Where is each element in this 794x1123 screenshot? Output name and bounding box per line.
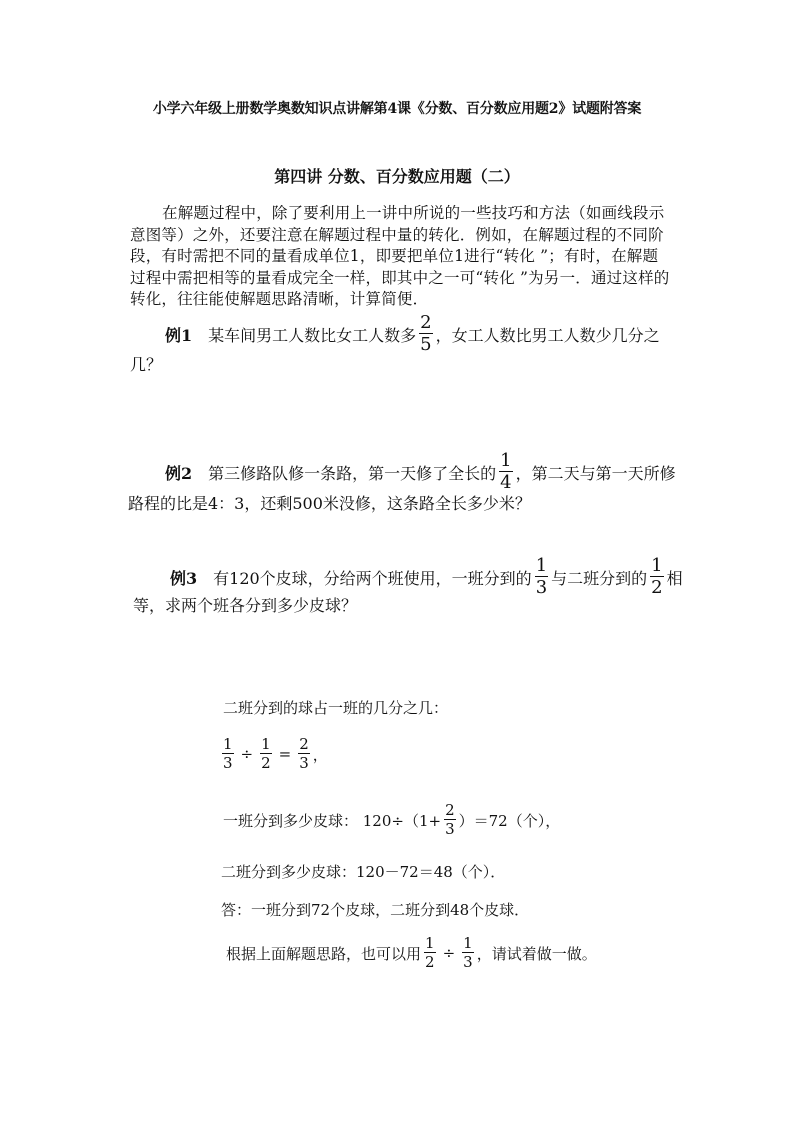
example-3-text-b: 与二班分到的 <box>551 568 648 588</box>
fraction-numerator: 1 <box>500 450 512 471</box>
divide-sign: ÷ <box>442 944 456 962</box>
fraction-denominator: 5 <box>420 334 432 355</box>
example-3-fraction-2 <box>650 557 663 597</box>
solution-step-6-text-a: 根据上面解题思路，也可以用 <box>226 944 422 963</box>
equals-sign: = <box>278 745 292 763</box>
example-1-text-c: 几？ <box>130 355 163 374</box>
solution-step-4-text: 二班分到多少皮球：120－72＝48（个）． <box>221 863 506 881</box>
example-2-text-a: 第三修路队修一条路，第一天修了全长的 <box>208 463 497 483</box>
example-2-label: 例2 <box>165 463 193 483</box>
fraction-numerator: 1 <box>223 735 233 753</box>
fraction-denominator: 3 <box>535 577 548 598</box>
answer-line <box>221 899 529 920</box>
fraction-denominator: 2 <box>261 754 271 772</box>
intro-paragraph: 在解题过程中，除了要利用上一讲中所说的一些技巧和方法（如画线段示意图等）之外，还要注意在解题过程中量的转化．例如，在解题过程的不同阶段，有时需把不同的量看成单位1，即要把单位1进行“转化 ”；有时，在解题过程中需把相等的量看成完全一样，即其中之一可“转化 ”为另一．通过这样的转化，往往能使解题思路清晰，计算简便． <box>130 204 670 308</box>
solution-fraction-4 <box>444 803 456 837</box>
solution-fraction-6 <box>462 936 474 970</box>
fraction-denominator: 2 <box>651 577 663 598</box>
fraction-numerator: 2 <box>299 735 309 753</box>
example-3-line-2 <box>133 593 357 616</box>
example-1-line-1 <box>165 314 660 354</box>
example-3-label: 例3 <box>170 568 198 588</box>
fraction-numerator: 2 <box>445 801 455 819</box>
example-1-text-b: ，女工人数比男工人数少几分之 <box>435 325 660 345</box>
solution-step-3 <box>223 803 560 837</box>
example-1-line-2 <box>130 352 162 375</box>
fraction-numerator: 1 <box>261 735 271 753</box>
fraction-numerator: 1 <box>535 555 548 576</box>
fraction-denominator: 3 <box>223 754 233 772</box>
solution-step-1 <box>223 697 448 718</box>
fraction-numerator: 1 <box>463 934 473 952</box>
fraction-denominator: 2 <box>425 953 435 971</box>
fraction-denominator: 3 <box>445 820 455 838</box>
lecture-title: 第四讲 分数、百分数应用题（二） <box>274 167 520 186</box>
divide-sign: ÷ <box>240 745 254 763</box>
example-3-line-1 <box>170 557 683 597</box>
example-2-text-c: 路程的比是4：3，还剩500米没修，这条路全长多少米？ <box>128 494 531 513</box>
fraction-numerator: 1 <box>651 555 663 576</box>
solution-step-3-text-a: 一班分到多少皮球： 120÷（1+ <box>223 811 442 830</box>
solution-fraction-1 <box>222 737 234 771</box>
example-3-text-d: 等，求两个班各分到多少皮球？ <box>133 596 358 615</box>
solution-step-1-text: 二班分到的球占一班的几分之几： <box>223 699 449 717</box>
example-3-text-c: 相 <box>666 568 683 588</box>
solution-step-2 <box>219 737 328 771</box>
example-2-line-1 <box>165 452 676 492</box>
solution-step-2-end: ， <box>312 745 328 764</box>
solution-fraction-5 <box>424 936 436 970</box>
example-1-text-a: 某车间男工人数比女工人数多 <box>208 325 417 345</box>
example-3-text-a: 有120个皮球，分给两个班使用，一班分到的 <box>213 568 532 588</box>
example-2-fraction <box>499 452 512 492</box>
fraction-numerator: 1 <box>425 934 435 952</box>
example-1-label: 例1 <box>165 325 193 345</box>
example-2-line-2 <box>128 491 531 514</box>
solution-step-3-text-b: ）＝72（个）， <box>458 811 561 830</box>
solution-fraction-3 <box>298 737 310 771</box>
example-1-fraction <box>419 314 432 354</box>
example-2-text-b: ，第二天与第一天所修 <box>515 463 676 483</box>
answer-text: 答：一班分到72个皮球，二班分到48个皮球． <box>221 901 530 919</box>
example-3-fraction-1 <box>535 557 548 597</box>
solution-step-4 <box>221 861 505 882</box>
document-title: 小学六年级上册数学奥数知识点讲解第4课《分数、百分数应用题2》试题附答案 <box>152 101 642 117</box>
solution-fraction-2 <box>260 737 272 771</box>
solution-step-6 <box>226 936 597 970</box>
fraction-denominator: 4 <box>500 472 512 493</box>
fraction-denominator: 3 <box>463 953 473 971</box>
solution-step-6-text-b: ，请试着做一做。 <box>476 944 597 963</box>
fraction-denominator: 3 <box>299 754 309 772</box>
fraction-numerator: 2 <box>420 312 432 333</box>
